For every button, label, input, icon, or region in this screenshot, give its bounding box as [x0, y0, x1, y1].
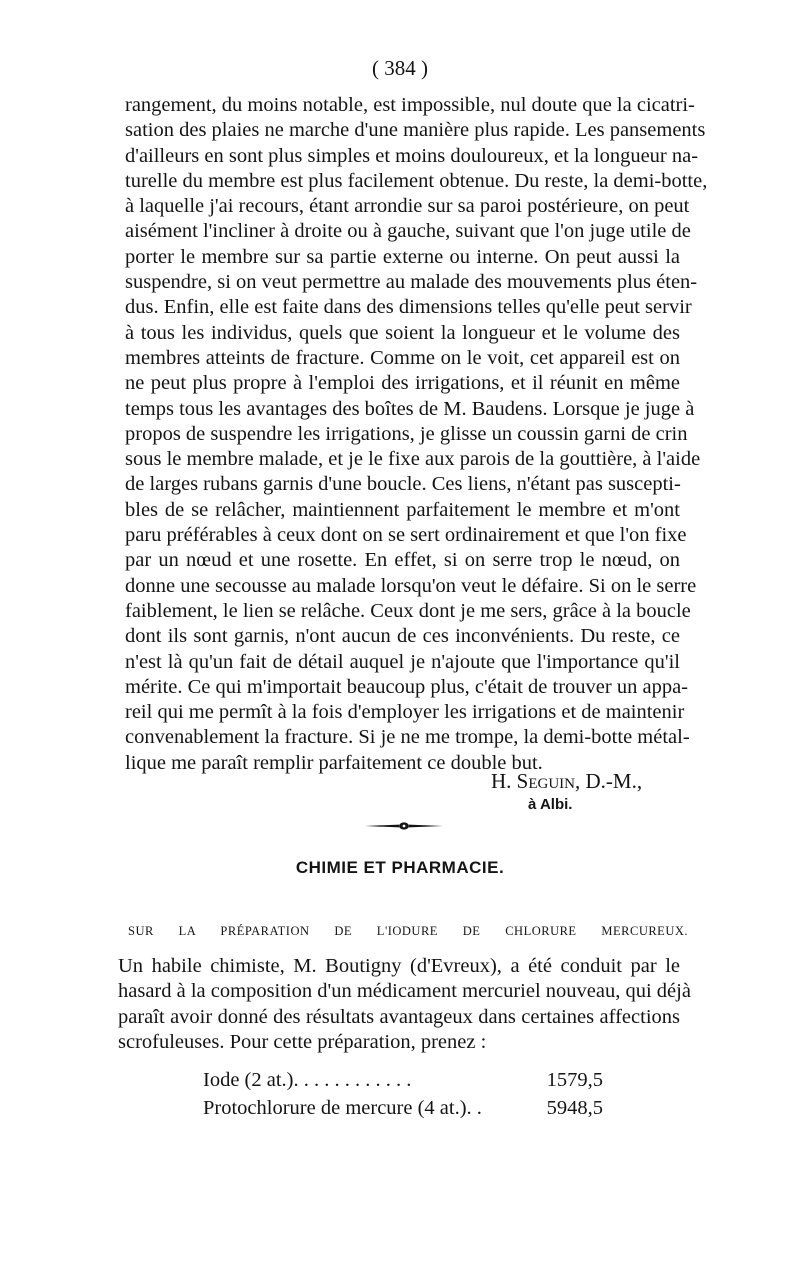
text-line: paraît avoir donné des résultats avantageux dans certaines affections: [118, 1005, 680, 1028]
ornament-divider: [363, 816, 445, 836]
ingredient-value: 1579,5: [546, 1069, 603, 1091]
text-line: hasard à la composition d'un médicament mercuriel nouveau, qui déjà: [118, 980, 691, 1003]
text-line: convenablement la fracture. Si je ne me trompe, la demi-botte métal-: [125, 726, 690, 749]
text-line: paru préférables à ceux dont on se sert ordinairement et que l'on fixe: [125, 524, 687, 547]
page-number: ( 384 ): [372, 56, 428, 80]
text-line: dus. Enfin, elle est faite dans des dimensions telles qu'elle peut servir: [125, 296, 692, 319]
text-line: d'ailleurs en sont plus simples et moins douloureux, et la longueur na-: [125, 144, 699, 167]
text-line: sous le membre malade, et je le fixe aux parois de la gouttière, à l'aide: [125, 448, 701, 471]
signature-initial: H.: [491, 769, 517, 793]
text-line: de larges rubans garnis d'une boucle. Ces liens, n'étant pas suscepti-: [125, 473, 681, 496]
text-line: par un nœud et une rosette. En effet, si on serre trop le nœud, on: [125, 549, 680, 572]
text-line: propos de suspendre les irrigations, je glisse un coussin garni de crin: [125, 422, 688, 445]
text-line: donne une secousse au malade lorsqu'on veut le défaire. Si on le serre: [125, 574, 697, 597]
text-line: n'est là qu'un fait de détail auquel je n'ajoute que l'importance qu'il: [125, 650, 680, 673]
text-line: mérite. Ce qui m'importait beaucoup plus, c'était de trouver un appa-: [125, 675, 688, 698]
signature-title: , D.-M.,: [575, 769, 643, 793]
text-line: turelle du membre est plus facilement obtenue. Du reste, la demi-botte,: [125, 169, 708, 192]
article-title: SUR LA PRÉPARATION DE L'IODURE DE CHLORURE MERCUREUX.: [128, 924, 688, 938]
text-line: Un habile chimiste, M. Boutigny (d'Evreux), a été conduit par le: [118, 955, 680, 977]
text-line: porter le membre sur sa partie externe ou interne. On peut aussi la: [125, 245, 680, 268]
text-line: suspendre, si on veut permettre au malade des mouvements plus éten-: [125, 271, 698, 294]
ingredient-name: Protochlorure de mercure (4 at.). .: [203, 1097, 482, 1119]
recipe-row: [203, 1094, 603, 1122]
text-line: bles de se relâcher, maintiennent parfaitement le membre et m'ont: [125, 498, 680, 521]
article-paragraph: [118, 954, 691, 1055]
ingredient-value: 5948,5: [546, 1097, 603, 1119]
text-line: temps tous les avantages des boîtes de M. Baudens. Lorsque je juge à: [125, 397, 695, 420]
text-line: à laquelle j'ai recours, étant arrondie sur sa paroi postérieure, on peut: [125, 195, 690, 218]
body-paragraph: [125, 93, 708, 776]
text-line: dont ils sont garnis, n'ont aucun de ces inconvénients. Du reste, ce: [125, 625, 680, 648]
author-signature: [491, 769, 642, 794]
recipe-row: [203, 1066, 603, 1094]
text-line: reil qui me permît à la fois d'employer les irrigations et de maintenir: [125, 701, 685, 724]
signature-place: à Albi.: [528, 796, 573, 813]
text-line: scrofuleuses. Pour cette préparation, prenez :: [118, 1030, 487, 1053]
ingredient-name: Iode (2 at.). . . . . . . . . . . .: [203, 1069, 412, 1091]
signature-name: Seguin: [516, 769, 576, 793]
section-title: CHIMIE ET PHARMACIE.: [295, 858, 505, 877]
text-line: ne peut plus propre à l'emploi des irrigations, et il réunit en même: [125, 372, 680, 395]
text-line: faiblement, le lien se relâche. Ceux dont je me sers, grâce à la boucle: [125, 599, 691, 622]
recipe-list: [203, 1066, 603, 1122]
text-line: membres atteints de fracture. Comme on le voit, cet appareil est on: [125, 346, 680, 369]
text-line: aisément l'incliner à droite ou à gauche, suivant que l'on juge utile de: [125, 220, 691, 243]
text-line: à tous les individus, quels que soient la longueur et le volume des: [125, 321, 680, 344]
text-line: rangement, du moins notable, est impossible, nul doute que la cicatri-: [125, 94, 695, 116]
text-line: lique me paraît remplir parfaitement ce double but.: [125, 751, 543, 774]
text-line: sation des plaies ne marche d'une manière plus rapide. Les pansements: [125, 119, 706, 142]
